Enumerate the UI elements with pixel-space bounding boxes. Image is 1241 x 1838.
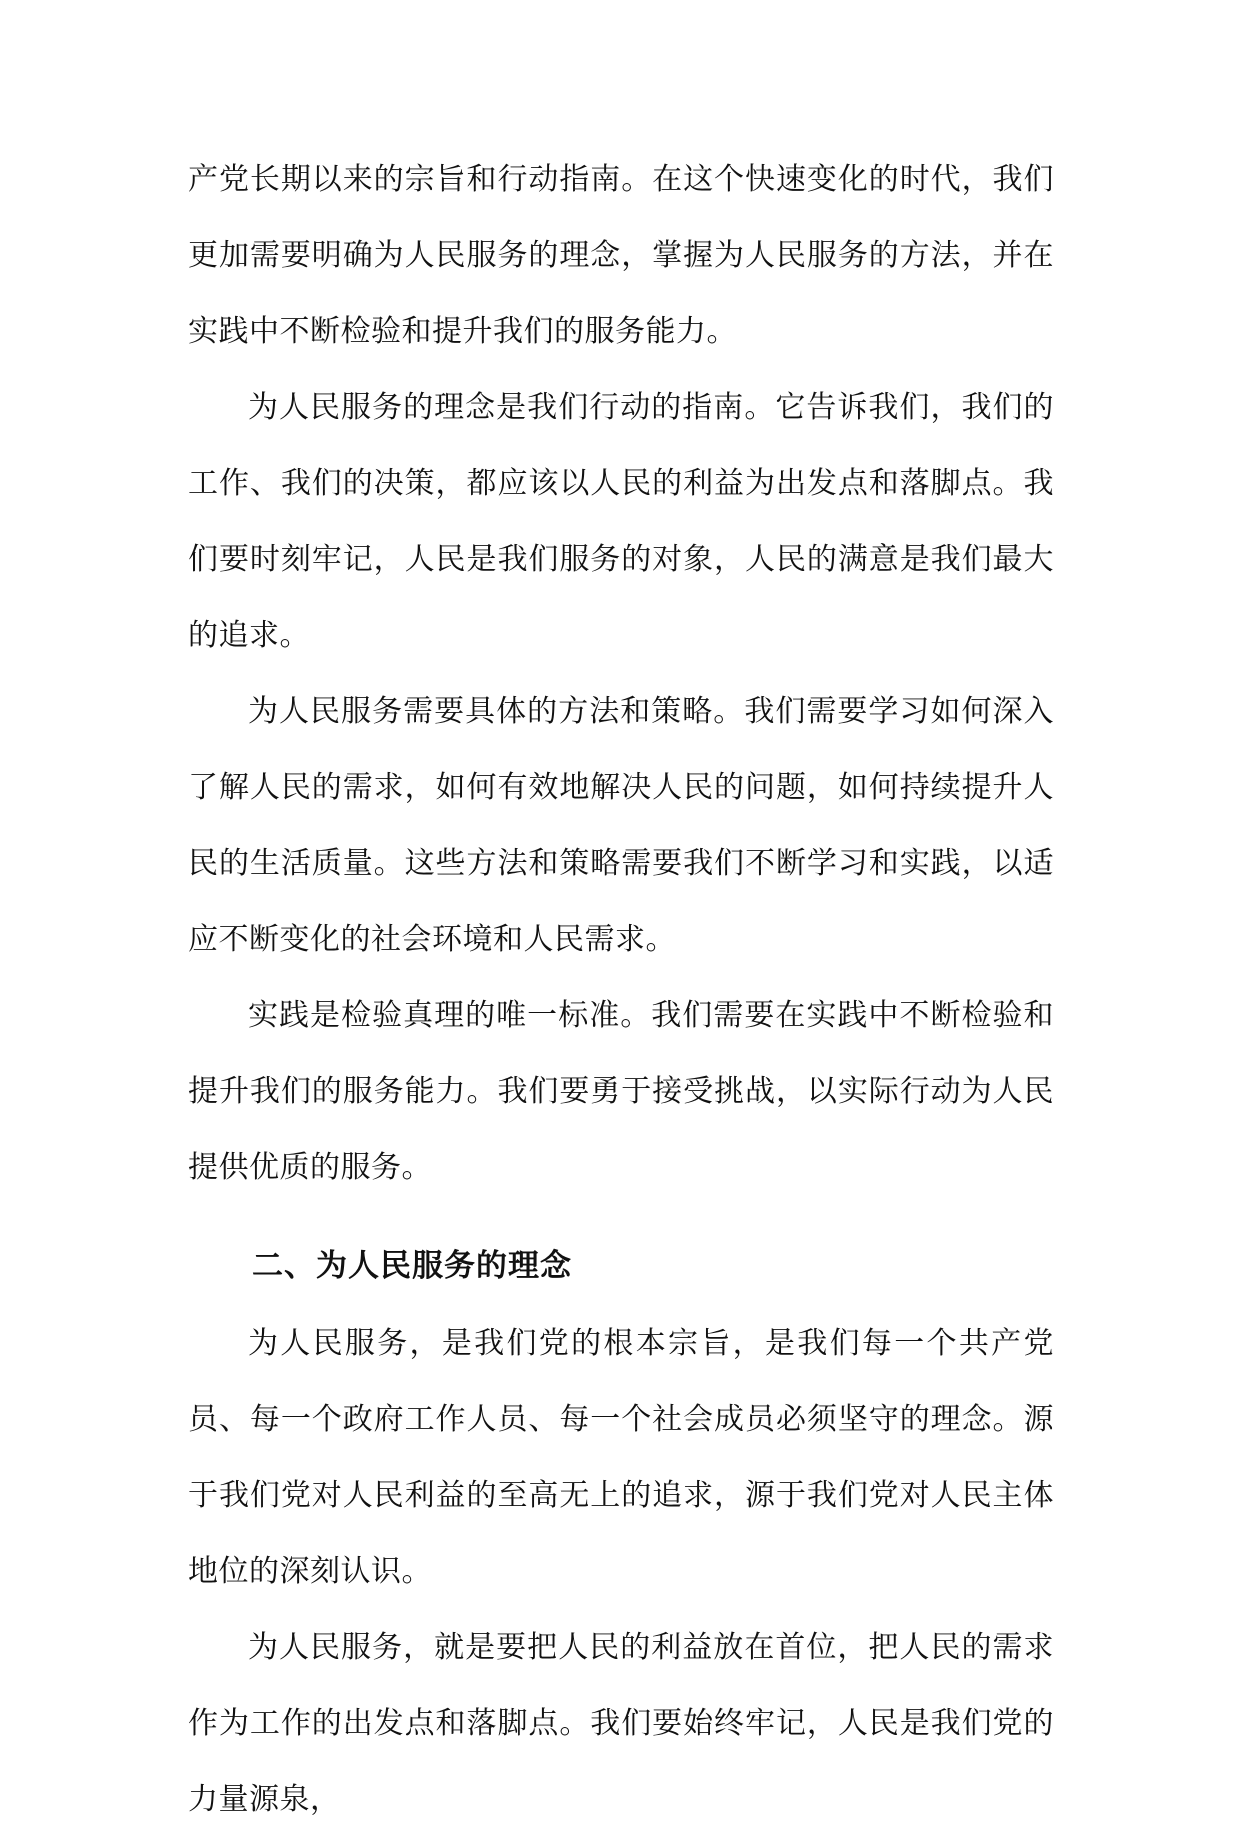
- paragraph-practice: 实践是检验真理的唯一标准。我们需要在实践中不断检验和提升我们的服务能力。我们要勇于接受挑战，以实际行动为人民提供优质的服务。: [188, 998, 1054, 1185]
- paragraph-service-concept: 为人民服务的理念是我们行动的指南。它告诉我们，我们的工作、我们的决策，都应该以人民的利益为出发点和落脚点。我们要时刻牢记，人民是我们服务的对象，人民的满意是我们最大的追求。: [188, 390, 1054, 653]
- paragraph-fundamental-purpose: 为人民服务，是我们党的根本宗旨，是我们每一个共产党员、每一个政府工作人员、每一个社会成员必须坚守的理念。源于我们党对人民利益的至高无上的追求，源于我们党对人民主体地位的深刻认识。: [188, 1326, 1054, 1589]
- paragraph-methods-strategies: 为人民服务需要具体的方法和策略。我们需要学习如何深入了解人民的需求，如何有效地解决人民的问题，如何持续提升人民的生活质量。这些方法和策略需要我们不断学习和实践，以适应不断变化的社会环境和人民需求。: [188, 694, 1054, 957]
- document-body: [188, 142, 1054, 1838]
- paragraph-people-first: 为人民服务，就是要把人民的利益放在首位，把人民的需求作为工作的出发点和落脚点。我们要始终牢记，人民是我们党的力量源泉，: [188, 1630, 1054, 1817]
- section-heading: 二、为人民服务的理念: [252, 1248, 572, 1284]
- paragraph-continued: 产党长期以来的宗旨和行动指南。在这个快速变化的时代，我们更加需要明确为人民服务的理念，掌握为人民服务的方法，并在实践中不断检验和提升我们的服务能力。: [188, 162, 1054, 349]
